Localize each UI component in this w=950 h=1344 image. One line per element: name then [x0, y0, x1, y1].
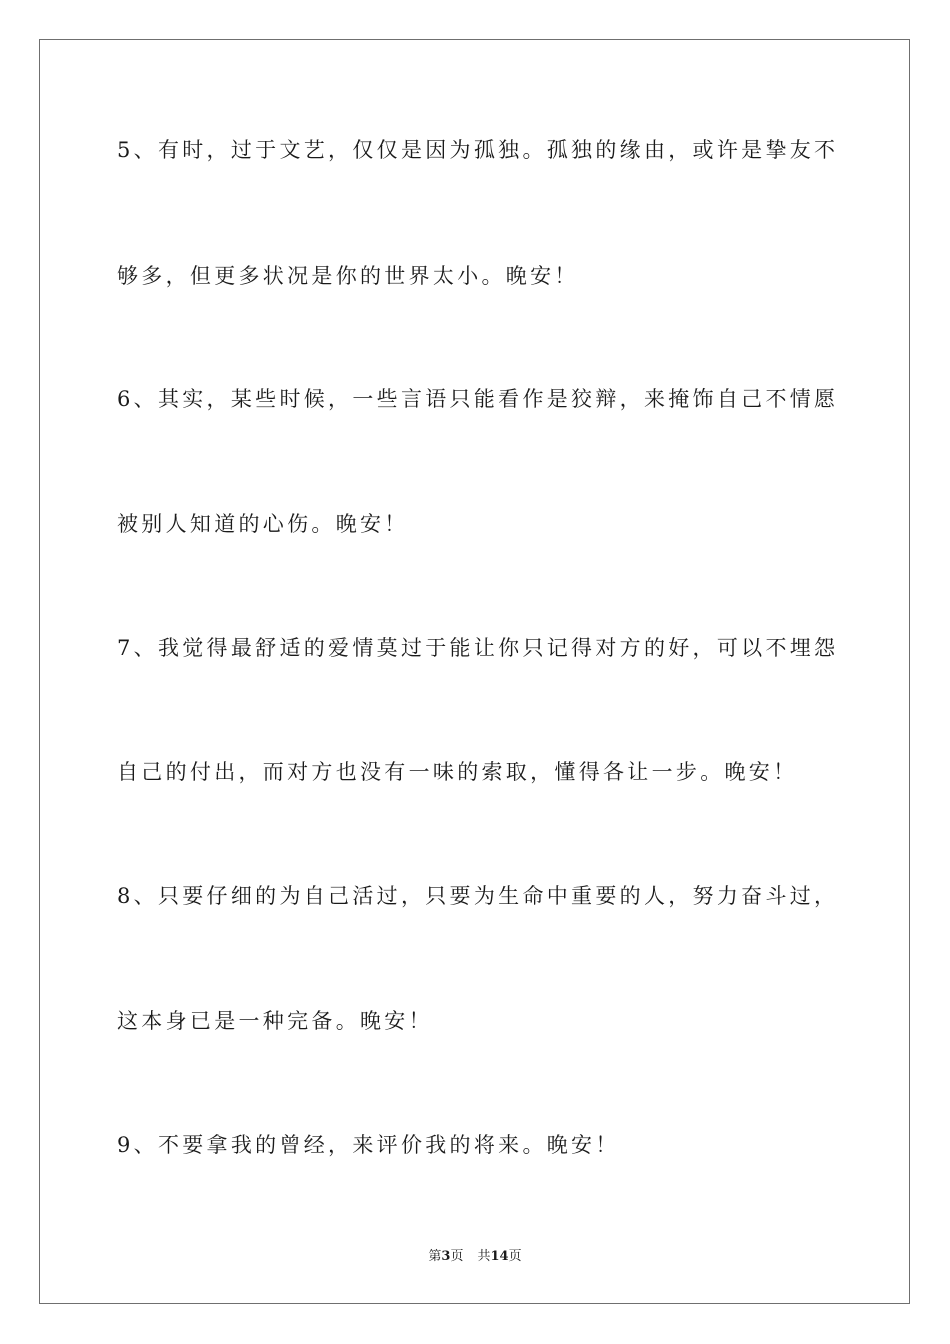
paragraph-5-line-1: 5、有时，过于文艺，仅仅是因为孤独。孤独的缘由，或许是挚友不 — [117, 138, 839, 162]
footer-total-suffix: 页 — [508, 1249, 522, 1264]
footer-page-prefix: 第 — [428, 1249, 442, 1264]
footer-total-pages: 14 — [490, 1249, 509, 1264]
paragraph-6-line-2: 被别人知道的心伤。晚安！ — [117, 512, 409, 536]
paragraph-5-line-2: 够多，但更多状况是你的世界太小。晚安！ — [117, 264, 579, 288]
paragraph-6-line-1: 6、其实，某些时候，一些言语只能看作是狡辩，来掩饰自己不情愿 — [117, 387, 839, 411]
paragraph-8-line-1: 8、只要仔细的为自己活过，只要为生命中重要的人，努力奋斗过， — [117, 884, 839, 908]
paragraph-7-line-1: 7、我觉得最舒适的爱情莫过于能让你只记得对方的好，可以不埋怨 — [117, 636, 839, 660]
paragraph-9-line-1: 9、不要拿我的曾经，来评价我的将来。晚安！ — [117, 1133, 620, 1157]
page-border — [39, 39, 910, 1304]
footer-page-suffix: 页 — [450, 1249, 464, 1264]
paragraph-7-line-2: 自己的付出，而对方也没有一味的索取，懂得各让一步。晚安！ — [117, 760, 798, 784]
footer-page-number: 3 — [441, 1249, 451, 1264]
paragraph-8-line-2: 这本身已是一种完备。晚安！ — [117, 1009, 433, 1033]
footer-total-prefix: 共 — [477, 1249, 491, 1264]
page-footer — [0, 1248, 950, 1266]
